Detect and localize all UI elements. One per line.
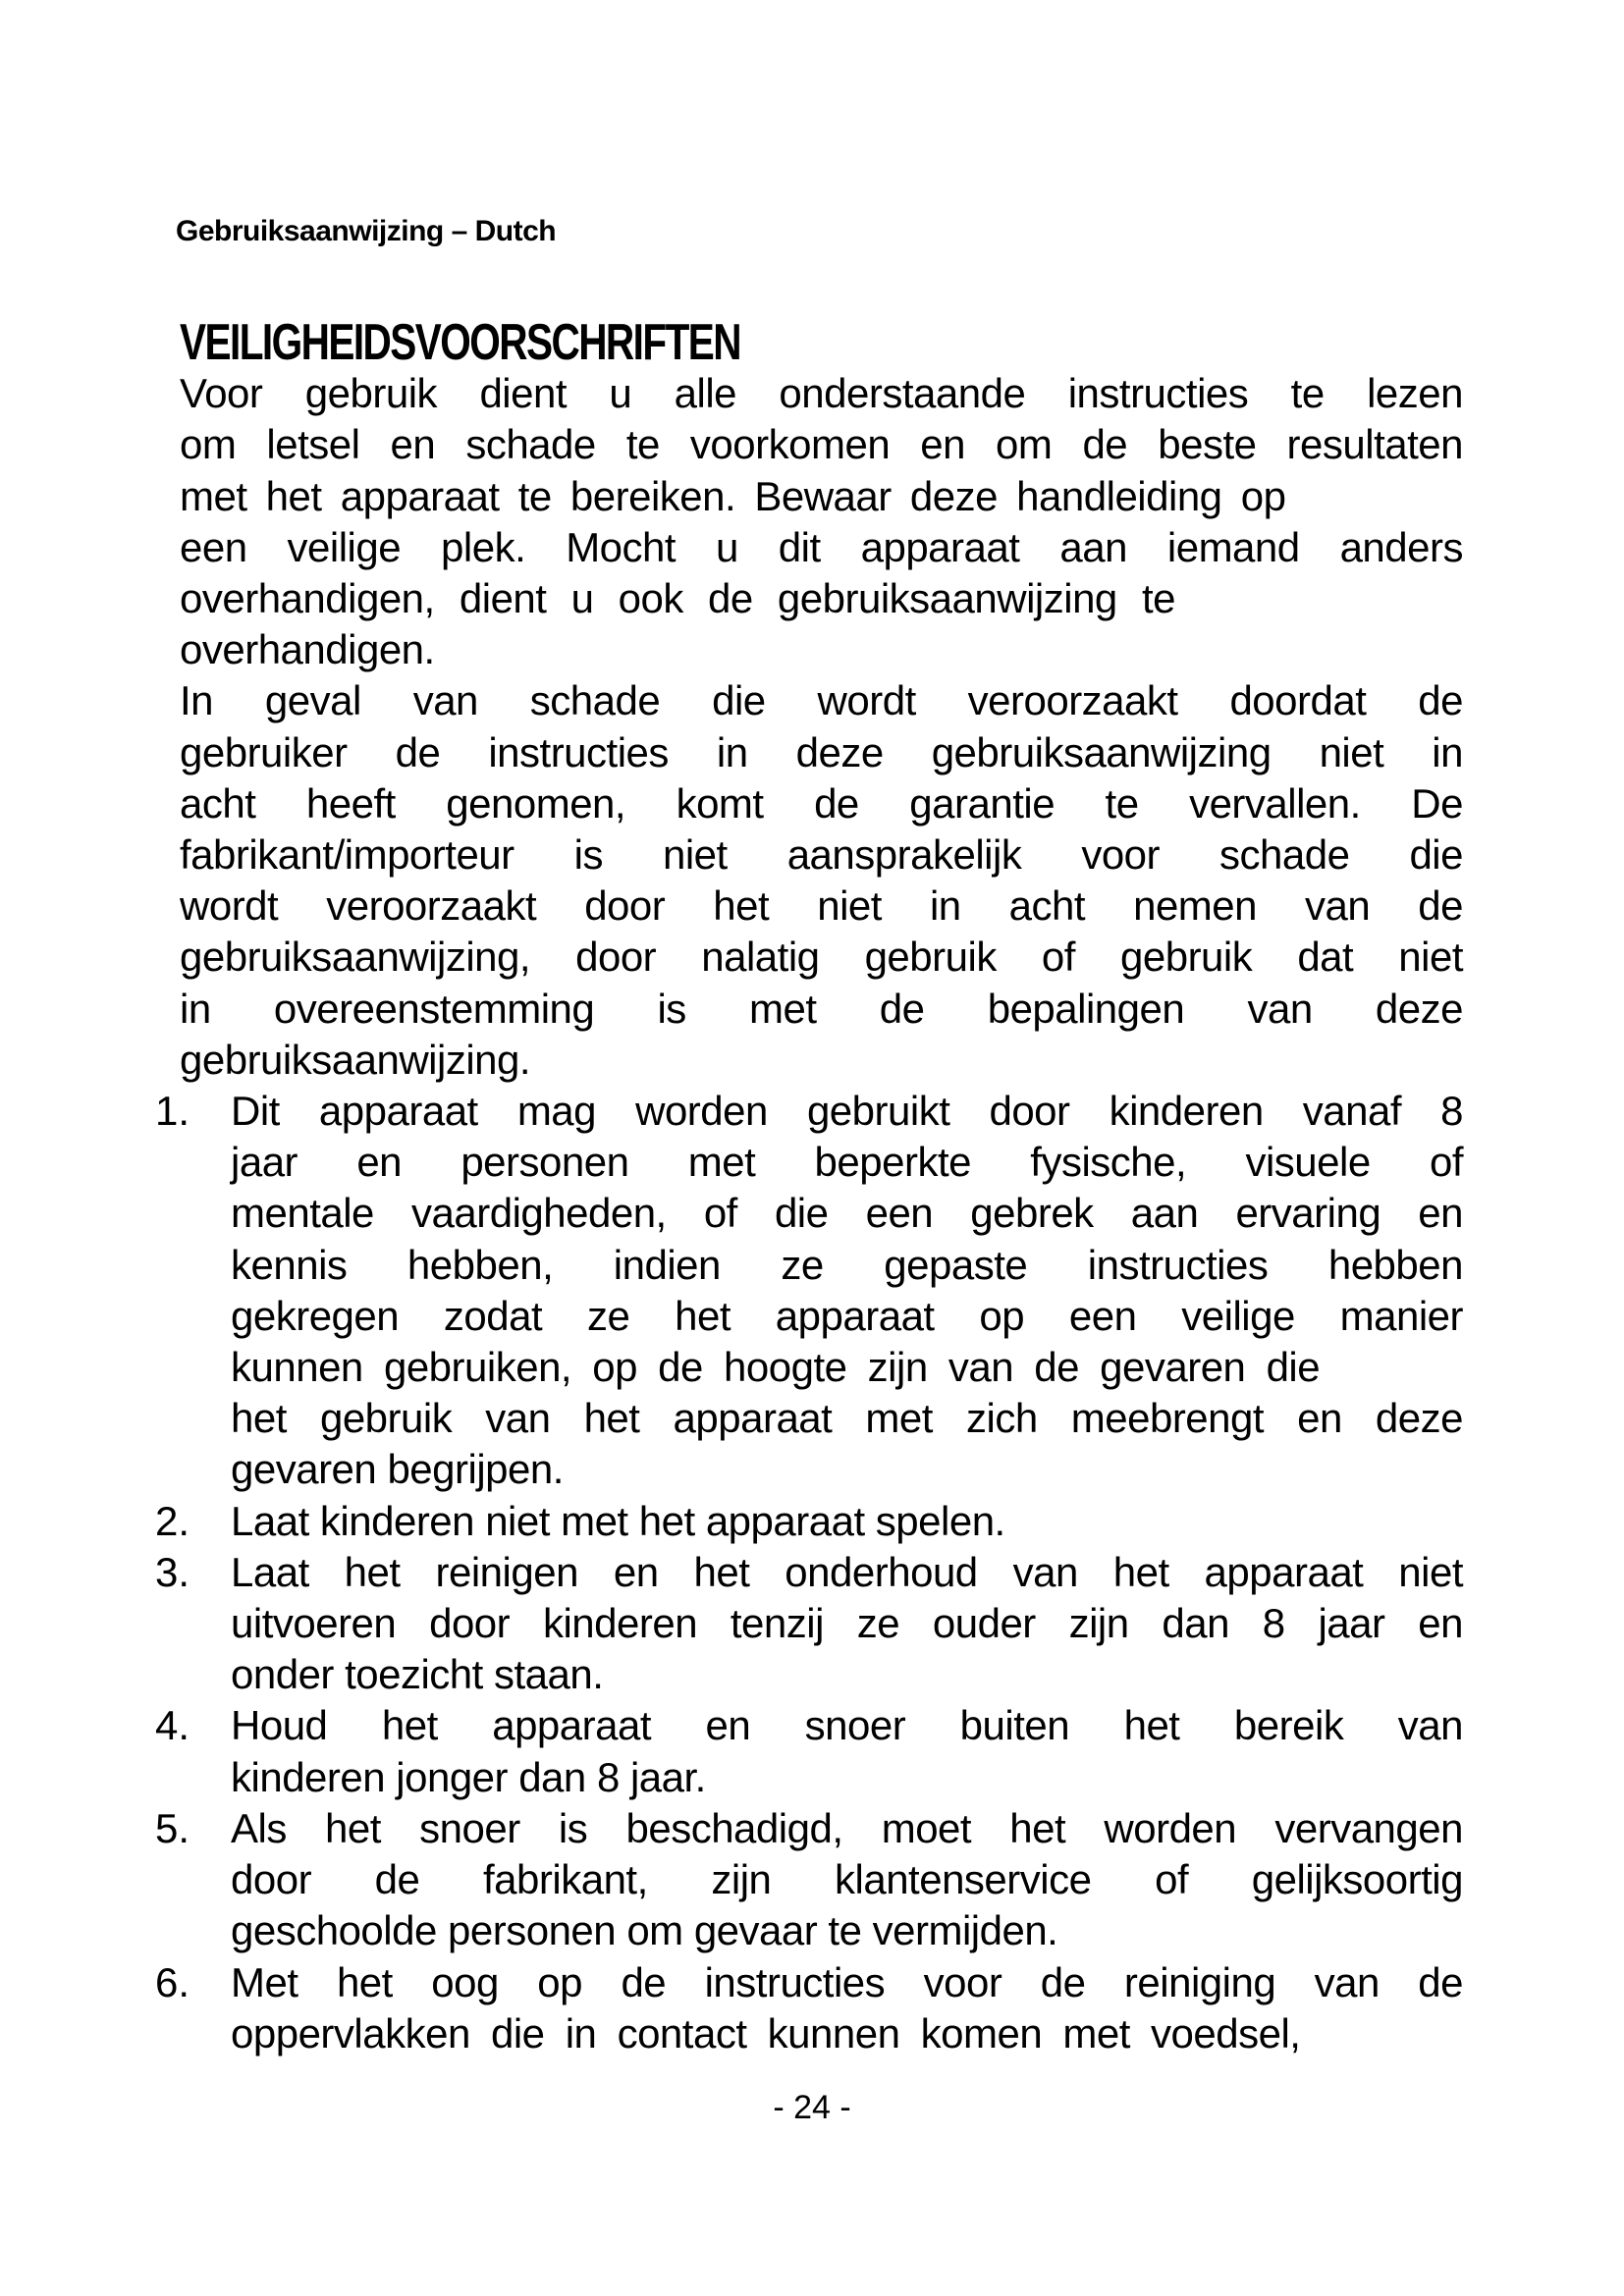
line-text: Met het oog op de instructies voor de reiniging van de: [231, 1958, 1463, 2005]
list-item-line: [155, 1496, 1463, 1547]
line-text: Laat kinderen niet met het apparaat spelen.: [231, 1497, 1005, 1544]
paragraph-line: [180, 624, 1463, 675]
line-text: kunnen gebruiken, op de hoogte zijn van de gevaren die: [231, 1344, 1321, 1391]
line-text: het gebruik van het apparaat met zich meebrengt en deze: [231, 1395, 1463, 1442]
list-item-number: 4.: [155, 1702, 190, 1749]
line-text: fabrikant/importeur is niet aansprakelijk voor schade die: [180, 831, 1463, 879]
line-text: door de fabrikant, zijn klantenservice of gelijksoortig: [231, 1856, 1463, 1903]
line-text: om letsel en schade te voorkomen en om de beste resultaten: [180, 421, 1463, 468]
list-item-number: 1.: [155, 1088, 190, 1135]
list-item-number: 6.: [155, 1958, 190, 2005]
list-item-line: [231, 1444, 1463, 1495]
list-item-line: [231, 1598, 1463, 1649]
line-text: acht heeft genomen, komt de garantie te vervallen. De: [180, 779, 1463, 827]
paragraph-line: [180, 522, 1463, 573]
line-text: gevaren begrijpen.: [231, 1446, 564, 1493]
line-text: uitvoeren door kinderen tenzij ze ouder zijn dan 8 jaar en: [231, 1600, 1463, 1647]
paragraph-line: [180, 984, 1463, 1035]
line-text: in overeenstemming is met de bepalingen van deze: [180, 985, 1463, 1032]
line-text: overhandigen.: [180, 626, 435, 673]
list-item-line: [155, 1700, 1463, 1751]
list-item-line: [155, 1086, 1463, 1137]
paragraph-line: [180, 829, 1463, 881]
list-item-number: 5.: [155, 1804, 190, 1851]
paragraph-line: [180, 778, 1463, 829]
line-text: jaar en personen met beperkte fysische, visuele of: [231, 1139, 1463, 1186]
paragraph-line: [180, 675, 1463, 726]
line-text: Houd het apparaat en snoer buiten het bereik van: [231, 1702, 1463, 1749]
line-text: kinderen jonger dan 8 jaar.: [231, 1753, 706, 1800]
line-text: wordt veroorzaakt door het niet in acht nemen van de: [180, 882, 1463, 930]
line-text: met het apparaat te bereiken. Bewaar deze handleiding op: [180, 472, 1286, 519]
list-item-line: [231, 1393, 1463, 1444]
line-text: Laat het reinigen en het onderhoud van het apparaat niet: [231, 1548, 1463, 1595]
document-body: [0, 314, 1624, 2059]
line-text: Als het snoer is beschadigd, moet het worden vervangen: [231, 1804, 1463, 1851]
list-item-line: [155, 1547, 1463, 1598]
line-text: oppervlakken die in contact kunnen komen met voedsel,: [231, 2009, 1301, 2056]
line-text: Dit apparaat mag worden gebruikt door kinderen vanaf 8: [231, 1088, 1463, 1135]
list-item-number: 2.: [155, 1497, 190, 1544]
list-item-line: [155, 1803, 1463, 1854]
list-item-number: 3.: [155, 1548, 190, 1595]
line-text: een veilige plek. Mocht u dit apparaat aan iemand anders: [180, 523, 1463, 570]
list-item-line: [231, 1905, 1463, 1956]
list-item-line: [231, 1291, 1463, 1342]
paragraph-line: [180, 419, 1463, 470]
list-item-line: [231, 1342, 1463, 1393]
list-item-line: [231, 1649, 1463, 1700]
paragraph-line: [180, 573, 1463, 624]
line-text: mentale vaardigheden, of die een gebrek aan ervaring en: [231, 1190, 1463, 1237]
list-item-line: [231, 1188, 1463, 1239]
line-text: gebruiksaanwijzing, door nalatig gebruik of gebruik dat niet: [180, 934, 1463, 981]
paragraph-line: [180, 1035, 1463, 1086]
line-text: onder toezicht staan.: [231, 1651, 604, 1698]
list-item-line: [231, 1854, 1463, 1905]
line-text: gebruiksaanwijzing.: [180, 1036, 531, 1083]
paragraph-line: [180, 727, 1463, 778]
list-item-line: [231, 1137, 1463, 1188]
paragraph-line: [180, 368, 1463, 419]
line-text: kennis hebben, indien ze gepaste instructies hebben: [231, 1241, 1463, 1288]
line-text: Voor gebruik dient u alle onderstaande instructies te lezen: [180, 370, 1463, 417]
content-lines: [0, 368, 1624, 2059]
line-text: gekregen zodat ze het apparaat op een veilige manier: [231, 1292, 1463, 1339]
line-text: gebruiker de instructies in deze gebruiksaanwijzing niet in: [180, 728, 1463, 775]
list-item-line: [231, 1752, 1463, 1803]
line-text: geschoolde personen om gevaar te vermijden.: [231, 1907, 1058, 1954]
line-text: In geval van schade die wordt veroorzaakt doordat de: [180, 677, 1463, 724]
page-number: - 24 -: [773, 2089, 851, 2126]
list-item-line: [231, 2008, 1463, 2059]
paragraph-line: [180, 471, 1463, 522]
paragraph-line: [180, 881, 1463, 932]
line-text: overhandigen, dient u ook de gebruiksaanwijzing te: [180, 575, 1175, 622]
paragraph-line: [180, 932, 1463, 983]
list-item-line: [231, 1240, 1463, 1291]
section-title: VEILIGHEIDSVOORSCHRIFTEN: [180, 314, 741, 371]
list-item-line: [155, 1957, 1463, 2008]
document-header: Gebruiksaanwijzing – Dutch: [176, 215, 557, 247]
